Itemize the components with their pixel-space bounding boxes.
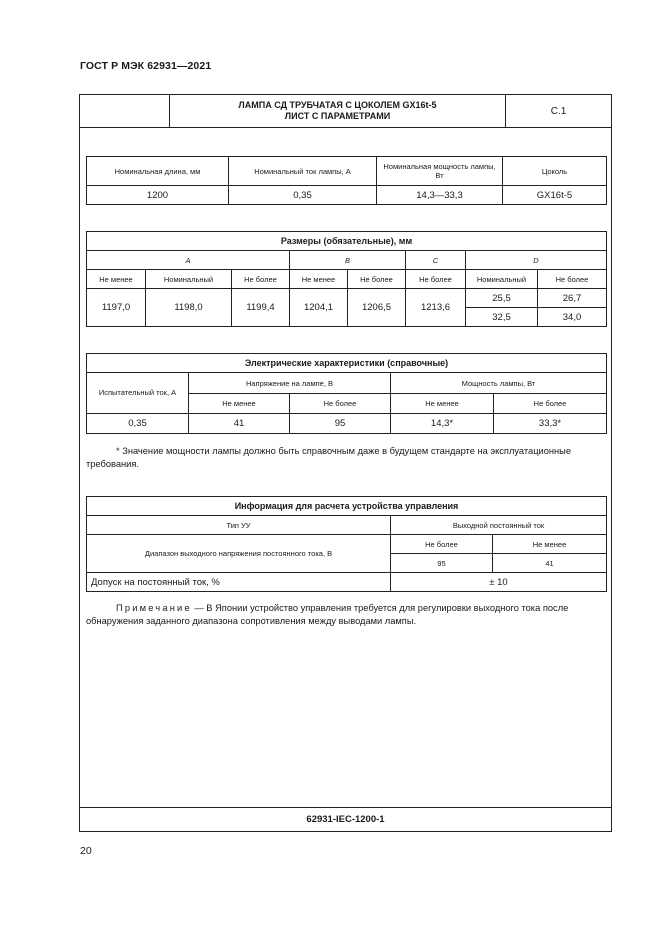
dim-d-value: 32,5 [466, 308, 538, 327]
dimensions-table [86, 231, 607, 327]
page-number: 20 [80, 845, 92, 857]
dim-subheader: Не менее [87, 270, 146, 289]
sheet-footer-code: 62931-IEC-1200-1 [80, 807, 611, 831]
electrical-title: Электрические характеристики (справочные) [87, 354, 607, 373]
electrical-subheader: Не более [494, 394, 607, 414]
dim-group-b: B [290, 251, 406, 270]
electrical-value: 95 [290, 414, 391, 434]
output-current-label: Выходной постоянный ток [391, 516, 607, 535]
dim-subheader: Не более [538, 270, 607, 289]
title-block-empty-cell [80, 95, 170, 127]
power-header: Мощность лампы, Вт [391, 373, 607, 394]
sheet-code: С.1 [550, 105, 567, 117]
dim-subheader: Не более [348, 270, 406, 289]
params-header: Цоколь [503, 157, 607, 186]
dim-value: 1213,6 [406, 289, 466, 327]
electrical-subheader: Не более [290, 394, 391, 414]
standard-header: ГОСТ Р МЭК 62931—2021 [80, 60, 212, 72]
dim-group-a: A [87, 251, 290, 270]
dim-group-c: C [406, 251, 466, 270]
control-gear-type-label: Тип УУ [87, 516, 391, 535]
lamp-params-table [86, 156, 607, 205]
power-footnote: * Значение мощности лампы должно быть справочным даже в будущем стандарте на эксплуатационные требования. [86, 446, 572, 469]
electrical-table [86, 353, 607, 434]
dimensions-title: Размеры (обязательные), мм [87, 232, 607, 251]
dim-value: 1206,5 [348, 289, 406, 327]
control-val-max: 95 [391, 554, 493, 573]
sheet-title [170, 95, 506, 127]
control-val-min: 41 [493, 554, 607, 573]
dim-d-value: 26,7 [538, 289, 607, 308]
dim-group-d: D [466, 251, 607, 270]
electrical-subheader: Не менее [391, 394, 494, 414]
dim-d-value: 25,5 [466, 289, 538, 308]
dim-subheader: Номинальный [466, 270, 538, 289]
control-gear-title: Информация для расчета устройства управления [87, 497, 607, 516]
dim-d-value: 34,0 [538, 308, 607, 327]
params-value: GX16t-5 [503, 186, 607, 205]
params-value: 0,35 [229, 186, 377, 205]
electrical-subheader: Не менее [189, 394, 290, 414]
dim-subheader: Номинальный [146, 270, 232, 289]
dim-value: 1204,1 [290, 289, 348, 327]
dim-value: 1198,0 [146, 289, 232, 327]
sheet-title-line2: ЛИСТ С ПАРАМЕТРАМИ [284, 111, 391, 121]
params-header: Номинальная мощность лампы, Вт [377, 157, 503, 186]
title-block [80, 95, 611, 128]
params-header: Номинальный ток лампы, А [229, 157, 377, 186]
sheet-note [86, 602, 606, 628]
electrical-value: 33,3* [494, 414, 607, 434]
electrical-value: 0,35 [87, 414, 189, 434]
electrical-value: 41 [189, 414, 290, 434]
note-text: — В Японии устройство управления требуется для регулировки выходного тока после обнаружения заданного диапазона сопротивления между выводами лампы. [86, 603, 569, 626]
dim-value: 1197,0 [87, 289, 146, 327]
sheet-title-line1: ЛАМПА СД ТРУБЧАТАЯ С ЦОКОЛЕМ GX16t-5 [238, 100, 437, 110]
dim-subheader: Не менее [290, 270, 348, 289]
tolerance-label: Допуск на постоянный ток, % [87, 573, 391, 592]
voltage-range-label: Диапазон выходного напряжения постоянного тока, В [87, 535, 391, 573]
control-gear-table [86, 496, 607, 592]
params-header: Номинальная длина, мм [87, 157, 229, 186]
params-value: 14,3—33,3 [377, 186, 503, 205]
control-col-max: Не более [391, 535, 493, 554]
dim-subheader: Не более [232, 270, 290, 289]
voltage-header: Напряжение на лампе, В [189, 373, 391, 394]
control-col-min: Не менее [493, 535, 607, 554]
electrical-value: 14,3* [391, 414, 494, 434]
dim-subheader: Не более [406, 270, 466, 289]
note-label: Примечание [116, 603, 192, 613]
dim-value: 1199,4 [232, 289, 290, 327]
params-value: 1200 [87, 186, 229, 205]
tolerance-value: ± 10 [391, 573, 607, 592]
test-current-header: Испытательный ток, А [87, 373, 189, 414]
